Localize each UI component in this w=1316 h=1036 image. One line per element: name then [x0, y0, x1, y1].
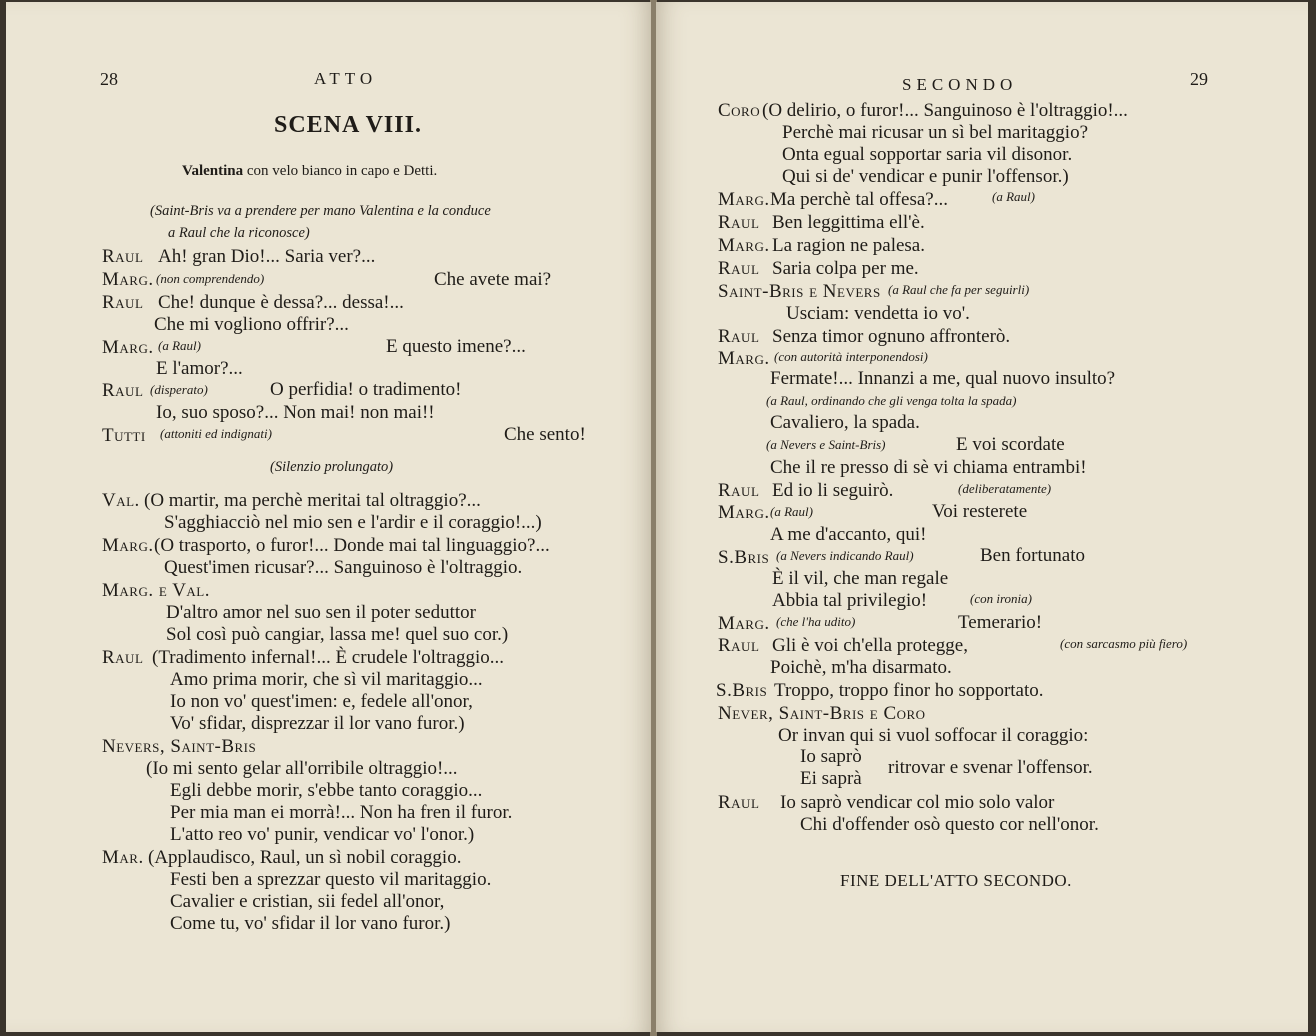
verse-line: Come tu, vo' sfidar il lor vano furor.) — [170, 913, 451, 934]
verse-line: Egli debbe morir, s'ebbe tanto coraggio... — [170, 780, 483, 801]
verse-line: Vo' sfidar, disprezzar il lor vano furor.) — [170, 713, 465, 734]
verse-line: Sol così può cangiar, lassa me! quel suo cor.) — [166, 624, 509, 645]
verse-line: Ah! gran Dio!... Saria ver?... — [158, 246, 376, 267]
verse-line: Voi resterete — [932, 501, 1028, 522]
stage-direction: (a Raul, ordinando che gli venga tolta la spada) — [766, 393, 1017, 408]
stage-direction: (deliberatamente) — [958, 481, 1052, 496]
speaker: Raul — [718, 258, 760, 279]
verse-line: Amo prima morir, che sì vil maritaggio... — [170, 669, 483, 690]
verse-line: Cavaliero, la spada. — [770, 412, 920, 433]
stage-direction: (attoniti ed indignati) — [160, 426, 272, 441]
stage-direction: (a Raul) — [992, 189, 1035, 204]
stage-direction: (a Raul che fa per seguirli) — [888, 282, 1030, 297]
verse-line: Abbia tal privilegio! — [772, 590, 928, 611]
speaker: Raul — [102, 380, 144, 401]
speaker: Tutti — [102, 425, 146, 446]
verse-line: Onta egual sopportar saria vil disonor. — [782, 144, 1073, 165]
verse-line: S'agghiacciò nel mio sen e l'ardir e il coraggio!...) — [164, 512, 542, 533]
character-name: Valentina — [182, 163, 244, 179]
verse-line: ritrovar e svenar l'offensor. — [888, 757, 1093, 778]
verse-line: Che avete mai? — [434, 269, 552, 290]
verse-line: Senza timor ognuno affronterò. — [772, 326, 1011, 347]
verse-line: Gli è voi ch'ella protegge, — [772, 635, 968, 656]
verse-line: L'atto reo vo' punir, vendicar vo' l'onor.) — [170, 824, 475, 845]
stage-direction: (disperato) — [150, 382, 208, 397]
speaker: Raul — [718, 635, 760, 656]
stage-direction: (Silenzio prolungato) — [270, 459, 394, 475]
verse-line: Cavalier e cristian, sii fedel all'onor, — [170, 891, 445, 912]
right-page — [656, 2, 1308, 1032]
speaker: Marg. — [718, 235, 770, 256]
verse-line: Ei saprà — [800, 768, 862, 789]
verse-line: La ragion ne palesa. — [772, 235, 925, 256]
stage-direction: (non comprendendo) — [156, 271, 265, 286]
verse-line: (Applaudisco, Raul, un sì nobil coraggio. — [148, 847, 462, 868]
verse-line: Che mi vogliono offrir?... — [154, 314, 349, 335]
verse-line: (O martir, ma perchè meritai tal oltraggio?... — [144, 490, 481, 511]
speaker: Saint-Bris e Nevers — [718, 281, 881, 302]
verse-line: Fermate!... Innanzi a me, qual nuovo insulto? — [770, 368, 1116, 389]
scene-description-text: con velo bianco in capo e Detti. — [243, 163, 438, 179]
running-head: ATTO — [314, 69, 378, 88]
verse-line: Per mia man ei morrà!... Non ha fren il furor. — [170, 802, 513, 823]
stage-direction: (a Nevers indicando Raul) — [776, 548, 914, 563]
speaker: Nevers, Saint-Bris — [102, 736, 257, 757]
verse-line: E questo imene?... — [386, 336, 526, 357]
verse-line: Io saprò — [800, 746, 862, 767]
speaker: Raul — [102, 647, 144, 668]
speaker: Mar. — [102, 847, 144, 868]
speaker: Val. — [102, 490, 140, 511]
speaker: Raul — [718, 212, 760, 233]
verse-line: D'altro amor nel suo sen il poter seduttor — [166, 602, 476, 623]
verse-line: Che sento! — [504, 424, 586, 445]
verse-line: (Io mi sento gelar all'orribile oltraggio!... — [146, 758, 458, 779]
stage-direction: (Saint-Bris va a prendere per mano Valentina e la conduce — [150, 203, 491, 219]
left-page — [6, 2, 651, 1032]
verse-line: Troppo, troppo finor ho sopportato. — [774, 680, 1044, 701]
stage-direction: (a Raul) — [770, 504, 813, 519]
speaker: S.Bris — [718, 547, 770, 568]
speaker: Marg. — [718, 502, 770, 523]
stage-direction: (con sarcasmo più fiero) — [1060, 636, 1188, 651]
verse-line: Che il re presso di sè vi chiama entrambi! — [770, 457, 1087, 478]
speaker: Raul — [102, 292, 144, 313]
speaker: Raul — [718, 480, 760, 501]
verse-line: È il vil, che man regale — [772, 568, 949, 589]
verse-line: (O trasporto, o furor!... Donde mai tal linguaggio?... — [154, 535, 550, 556]
verse-line: Saria colpa per me. — [772, 258, 919, 279]
scene-description — [182, 160, 437, 182]
verse-line: Poichè, m'ha disarmato. — [770, 657, 952, 678]
verse-line: Or invan qui si vuol soffocar il coraggio: — [778, 725, 1089, 746]
verse-line: Ben leggittima ell'è. — [772, 212, 925, 233]
verse-line: Ben fortunato — [980, 545, 1086, 566]
speaker: Marg. — [102, 337, 154, 358]
verse-line: A me d'accanto, qui! — [770, 524, 927, 545]
speaker: Raul — [718, 326, 760, 347]
speaker: Never, Saint-Bris e Coro — [718, 703, 926, 724]
verse-line: Che! dunque è dessa?... dessa!... — [158, 292, 404, 313]
verse-line: Ma perchè tal offesa?... — [770, 189, 948, 210]
verse-line: Qui si de' vendicar e punir l'offensor.) — [782, 166, 1069, 187]
stage-direction: (con ironia) — [970, 591, 1032, 606]
speaker: Marg. e Val. — [102, 580, 210, 601]
speaker: Marg. — [718, 189, 770, 210]
verse-line: Perchè mai ricusar un sì bel maritaggio? — [782, 122, 1089, 143]
stage-direction: (a Raul) — [158, 338, 201, 353]
running-head: SECONDO — [902, 75, 1018, 94]
speaker: Coro — [718, 100, 761, 121]
stage-direction: (che l'ha udito) — [776, 614, 856, 629]
speaker: Marg. — [102, 269, 154, 290]
verse-line: Festi ben a sprezzar questo vil maritaggio. — [170, 869, 492, 890]
stage-direction: a Raul che la riconosce) — [168, 225, 310, 241]
scene-title: SCENA VIII. — [274, 112, 422, 138]
verse-line: E l'amor?... — [156, 358, 243, 379]
page-number: 29 — [1190, 69, 1208, 89]
speaker: Raul — [102, 246, 144, 267]
stage-direction: (a Nevers e Saint-Bris) — [766, 437, 886, 452]
speaker: Marg. — [718, 348, 770, 369]
speaker: Marg. — [718, 613, 770, 634]
verse-line: Quest'imen ricusar?... Sanguinoso è l'oltraggio. — [164, 557, 523, 578]
verse-line: Io non vo' quest'imen: e, fedele all'onor, — [170, 691, 473, 712]
verse-line: Temerario! — [958, 612, 1043, 633]
speaker: Raul — [718, 792, 760, 813]
speaker: S.Bris — [716, 680, 768, 701]
verse-line: E voi scordate — [956, 434, 1065, 455]
verse-line: Io saprò vendicar col mio solo valor — [780, 792, 1055, 813]
verse-line: O perfidia! o tradimento! — [270, 379, 462, 400]
verse-line: Ed io li seguirò. — [772, 480, 894, 501]
verse-line: Usciam: vendetta io vo'. — [786, 303, 970, 324]
page-number: 28 — [100, 69, 118, 89]
verse-line: Chi d'offender osò questo cor nell'onor. — [800, 814, 1099, 835]
end-of-act: FINE DELL'ATTO SECONDO. — [840, 871, 1072, 890]
verse-line: (O delirio, o furor!... Sanguinoso è l'oltraggio!... — [762, 100, 1128, 121]
verse-line: Io, suo sposo?... Non mai! non mai!! — [156, 402, 435, 423]
stage-direction: (con autorità interponendosi) — [774, 349, 928, 364]
verse-line: (Tradimento infernal!... È crudele l'oltraggio... — [152, 647, 505, 668]
speaker: Marg. — [102, 535, 154, 556]
